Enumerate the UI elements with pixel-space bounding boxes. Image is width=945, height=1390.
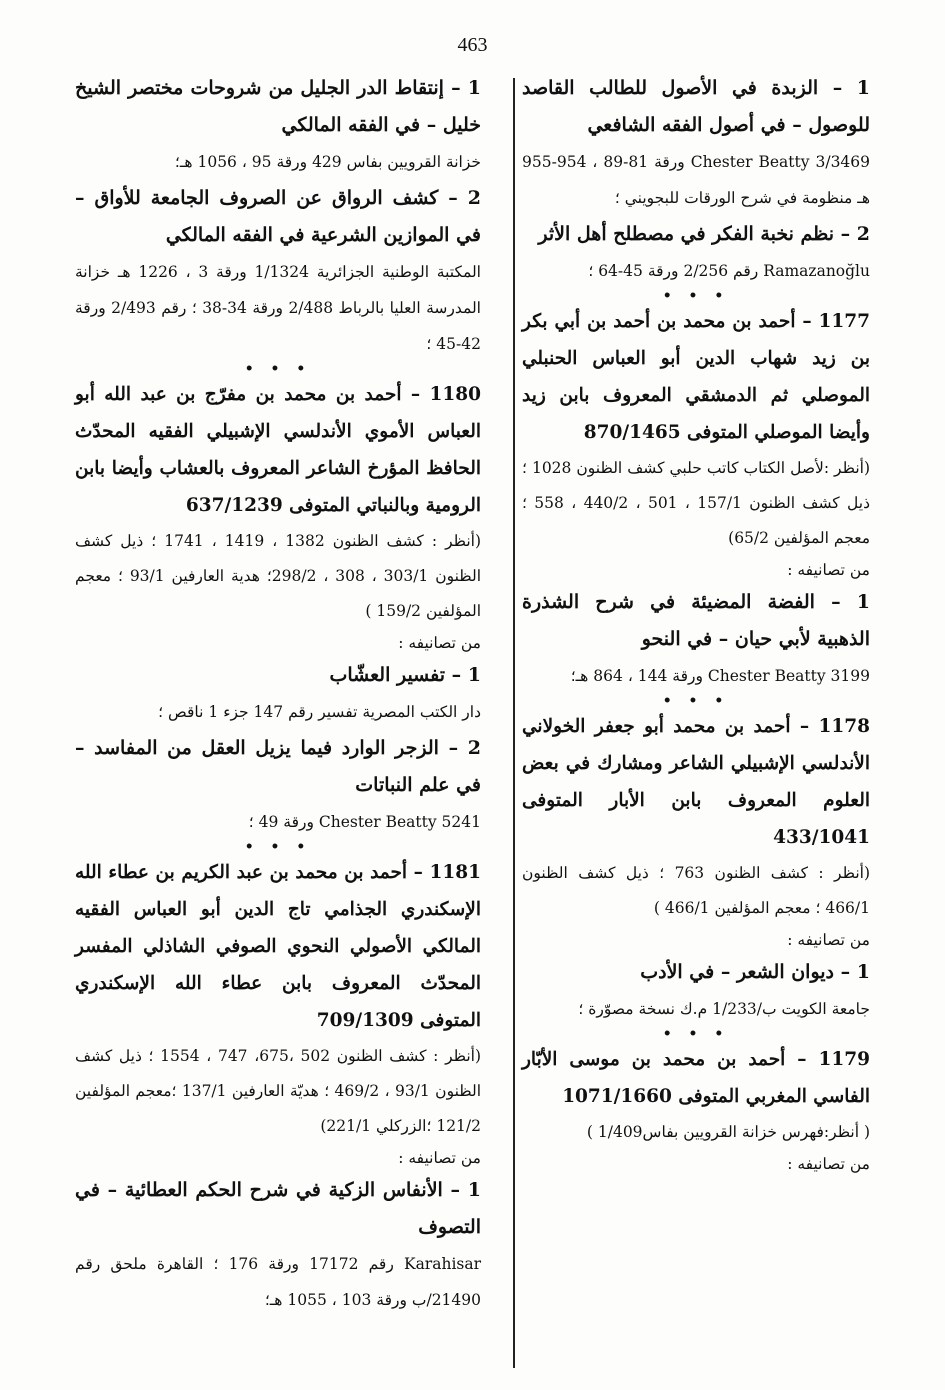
works-label: من تصانيفه :: [787, 1155, 870, 1173]
work-title: 2 – كشف الرواق عن الصروف الجامعة للأواق – في الموازين الشرعية في الفقه المالكي: [75, 187, 481, 246]
bibliography-note: ( أنظر:فهرس خزانة القرويين بفاس1/409 ): [586, 1123, 870, 1141]
work-title: 2 – الزجر الوارد فيما يزيل العقل من المفاسد – في علم النباتات: [75, 737, 481, 796]
works-label: من تصانيفه :: [398, 1149, 481, 1167]
manuscript-reference: دار الكتب المصرية تفسير رقم 147 جزء 1 ناقص ؛: [158, 703, 481, 721]
author-entry-1179: 1179 – أحمد بن محمد بن موسى الأبّار الفاسي المغربي المتوفى 1071/1660: [522, 1049, 870, 1107]
page-number: 463: [457, 34, 488, 56]
right-column: [522, 70, 870, 1178]
manuscript-reference: المكتبة الوطنية الجزائرية 1/1324 ورقة 3 ، 1226 هـ خزانة المدرسة العليا بالرباط 2/488 ورقة 34-38 ؛ رقم 2/493 ورقة 42-45 ؛: [75, 263, 481, 353]
work-title: 1 – الأنفاس الزكية في شرح الحكم العطائية – في التصوف: [75, 1179, 481, 1238]
work-title: 1 – الزبدة في الأصول للطالب القاصد للوصول – في أصول الفقه الشافعي: [522, 77, 870, 136]
left-column: [75, 70, 481, 1318]
bibliography-note: (أنظر : كشف الظنون 763 ؛ ذيل كشف الظنون 466/1 ؛ معجم المؤلفين 466/1 ): [522, 864, 870, 917]
entry-separator: • • •: [662, 693, 730, 709]
manuscript-reference: Ramazanoğlu رقم 2/256 ورقة 45-64 ؛: [588, 262, 870, 280]
entry-separator: • • •: [662, 288, 730, 304]
works-label: من تصانيفه :: [398, 634, 481, 652]
work-title: 1 – تفسير العشّاب: [329, 664, 481, 686]
bibliography-note: (أنظر : كشف الظنون 502 ،675، 747 ، 1554 ؛ ذيل كشف الظنون 93/1 ، 469/2 ؛ هديّة العارفين 137/1 ؛معجم المؤلفين 121/2 ؛الزركلي 221/1): [75, 1047, 482, 1135]
author-entry-1177: 1177 – أحمد بن محمد بن أحمد بن أبي بكر بن زيد شهاب الدين أبو العباس الحنبلي الموصلي ثم الدمشقي المعروف بابن زيد وأيضا الموصلي المتوفى 870/1465: [522, 311, 870, 443]
manuscript-reference: خزانة القرويين بفاس 429 ورقة 95 ، 1056 هـ؛: [174, 153, 481, 171]
author-entry-1180: 1180 – أحمد بن محمد بن مفرّج بن عبد الله أبو العباس الأموي الأندلسي الإشبيلي الفقيه المحدّث الحافظ المؤرخ الشاعر المعروف بالعشاب وأيضا بابن الرومية وبالنباتي المتوفى 637/1239: [75, 384, 481, 516]
manuscript-reference: جامعة الكويت ب/1/233 م.ك نسخة مصوّرة ؛: [578, 1000, 870, 1018]
manuscript-reference: Karahisar رقم 17172 ورقة 176 ؛ القاهرة ملحق رقم 21490/ب ورقة 103 ، 1055 هـ؛: [75, 1255, 481, 1309]
column-divider: [513, 78, 515, 1368]
work-title: 1 – إنتقاط الدر الجليل من شروحات مختصر الشيخ خليل – في الفقه المالكي: [75, 77, 481, 136]
entry-separator: • • •: [244, 361, 312, 377]
entry-separator: • • •: [662, 1026, 730, 1042]
works-label: من تصانيفه :: [787, 561, 870, 579]
work-title: 2 – نظم نخبة الفكر في مصطلح أهل الأثر: [538, 223, 870, 245]
work-title: 1 – ديوان الشعر – في الأدب: [640, 961, 870, 983]
manuscript-reference: Chester Beatty 3199 ورقة 144 ، 864 هـ؛: [570, 667, 870, 685]
work-title: 1 – الفضة المضيئة في شرح الشذرة الذهبية لأبي حيان – في النحو: [522, 591, 870, 650]
manuscript-reference: Chester Beatty 5241 ورقة 49 ؛: [248, 813, 481, 831]
bibliography-note: (أنظر : كشف الظنون 1382 ، 1419 ، 1741 ؛ ذيل كشف الظنون 303/1 ، 308 ، 298/2؛ هدية العارفين 93/1 ؛ معجم المؤلفين 159/2 ): [75, 532, 482, 620]
works-label: من تصانيفه :: [787, 931, 870, 949]
manuscript-reference: Chester Beatty 3/3469 ورقة 81-89 ، 954-955 هـ منظومة في شرح الورقات للبجويني ؛: [522, 153, 871, 207]
author-entry-1178: 1178 – أحمد بن محمد أبو جعفر الخولاني الأندلسي الإشبيلي الشاعر ومشارك في بعض العلوم المعروف بابن الأبار المتوفى 433/1041: [522, 716, 870, 848]
bibliography-note: (أنظر :لأصل الكتاب كاتب حلبي كشف الظنون 1028 ؛ ذيل كشف الظنون 157/1 ، 501 ، 440/2 ، 558 ؛ معجم المؤلفين 65/2): [522, 459, 870, 547]
author-entry-1181: 1181 – أحمد بن محمد بن عبد الكريم بن عطاء الله الإسكندري الجذامي تاج الدين أبو العباس الفقيه المالكي الأصولي النحوي الصوفي الشاذلي المفسر المحدّث المعروف بابن عطاء الله الإسكندري المتوفى 709/1309: [75, 862, 481, 1031]
entry-separator: • • •: [244, 839, 312, 855]
